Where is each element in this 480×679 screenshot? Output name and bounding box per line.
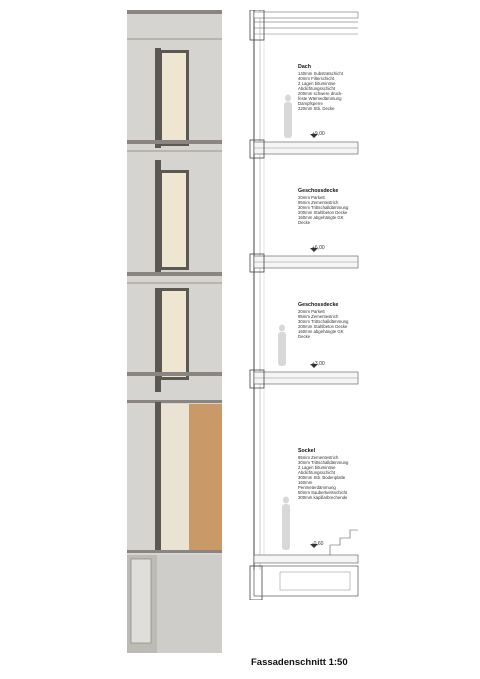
layer-line: 40mm Filterschicht [298, 75, 335, 81]
ground-floor-band [127, 400, 222, 403]
layer-line: Abdichtungsschicht [298, 469, 336, 475]
layer-line: 2 Lagen bituminöse [298, 80, 336, 86]
layer-line: 300mm kapillarbrechende [298, 495, 348, 501]
layer-line: Dampfsperre [298, 101, 323, 107]
layer-line: 20mm Parkett [298, 194, 325, 200]
wooden-door [189, 404, 222, 550]
layer-line: Abdichtungsschicht [298, 85, 336, 91]
layer-line: 50mm Sauberkeitsschicht [298, 490, 348, 496]
layer-line: 95mm Zementestrich [298, 199, 339, 205]
level-label: +6,00 [312, 245, 325, 251]
facade-elevation [127, 10, 222, 653]
layer-label-floor [298, 188, 348, 225]
layer-line: 30mm Trittschalldämmung [298, 318, 349, 324]
entrance-glazing [161, 404, 189, 550]
layer-line: 95mm Zementestrich [298, 313, 339, 319]
layer-line: 200mm schwere druck- [298, 90, 343, 96]
layer-line: 200mm Stahlbeton Decke [298, 323, 348, 329]
layer-heading: Dach [298, 64, 311, 70]
layer-line: 160mm abgehängte GK [298, 328, 344, 334]
layer-label-base [298, 448, 348, 500]
layer-line: Decke [298, 333, 311, 339]
layer-line: 20mm Parkett [298, 308, 325, 314]
layer-line: 2 Lagen bituminöse [298, 464, 336, 470]
layer-line: 30mm Trittschalldämmung [298, 459, 349, 465]
slab-line-2 [127, 282, 222, 284]
level-label: +3,00 [312, 361, 325, 367]
layer-heading: Geschossdecke [298, 188, 339, 194]
slab-band-3 [127, 140, 222, 144]
level-label: -0,60 [312, 541, 324, 547]
window-floor-3 [159, 50, 189, 146]
layer-line: 140mm Substratschicht [298, 70, 343, 76]
layer-label-floor [298, 302, 348, 339]
plinth-stone [127, 555, 222, 653]
roof-band [127, 10, 222, 14]
drawing-caption: Fassadenschnitt 1:50 [251, 657, 348, 668]
level-label: +9,00 [312, 131, 325, 137]
window-floor-2 [159, 170, 189, 270]
person-silhouette-icon [278, 95, 292, 551]
plinth-line [127, 550, 222, 553]
layer-heading: Geschossdecke [298, 302, 339, 308]
layer-label-roof [298, 64, 343, 111]
layer-line: Decke [298, 219, 311, 225]
layer-line: 160mm [298, 479, 313, 485]
layer-line: feste Wärmedämmung [298, 95, 342, 101]
hatching-icon [127, 555, 157, 653]
layer-line: 300mm Stb. Bodenplatte [298, 474, 346, 480]
layer-heading: Sockel [298, 448, 316, 454]
layer-line: 200mm Stahlbeton Decke [298, 209, 348, 215]
layer-line: 160mm abgehängte GK [298, 214, 344, 220]
layer-line: 95mm Zementestrich [298, 454, 339, 460]
wall-section [240, 10, 360, 600]
slab-band-1 [127, 372, 222, 376]
layer-line: 30mm Trittschalldämmung [298, 204, 349, 210]
layer-line: 220mm Stb. Decke [298, 106, 335, 112]
slab-line-3 [127, 150, 222, 152]
layer-line: Perimeterdämmung [298, 485, 336, 491]
window-floor-1 [159, 288, 189, 380]
slab-band-2 [127, 272, 222, 276]
cornice-line [127, 38, 222, 40]
